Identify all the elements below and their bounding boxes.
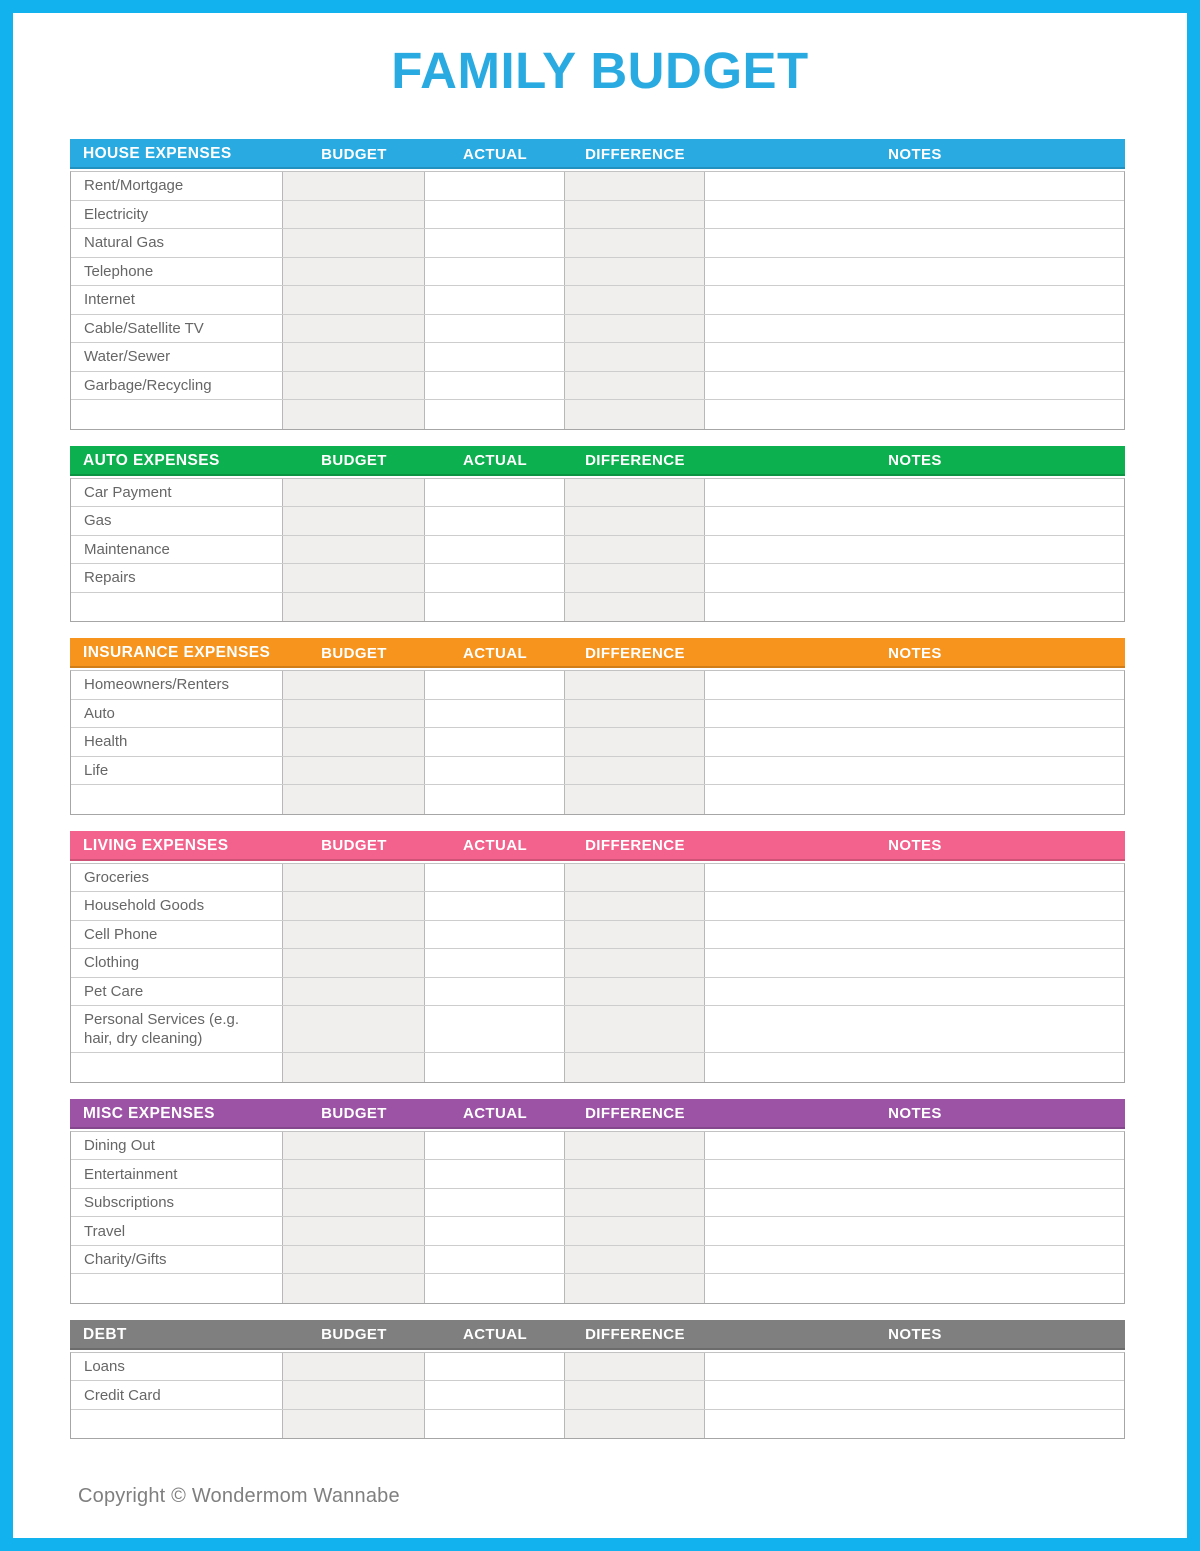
actual-cell[interactable] (425, 201, 565, 229)
budget-cell[interactable] (283, 728, 425, 756)
table-row-repairs (71, 564, 1124, 593)
actual-cell[interactable] (425, 1246, 565, 1274)
difference-cell[interactable] (565, 700, 705, 728)
column-header-actual: ACTUAL (462, 644, 528, 662)
notes-cell[interactable] (705, 892, 1124, 920)
actual-cell[interactable] (425, 1160, 565, 1188)
expense-label: Water/Sewer (71, 343, 283, 371)
section-table-body (70, 863, 1125, 1083)
difference-cell[interactable] (565, 286, 705, 314)
actual-cell[interactable] (425, 1353, 565, 1381)
notes-cell[interactable] (705, 229, 1124, 257)
table-row-clothing (71, 949, 1124, 978)
budget-section-living-expenses (70, 831, 1125, 1083)
expense-label: Entertainment (71, 1160, 283, 1188)
notes-cell[interactable] (705, 315, 1124, 343)
actual-cell[interactable] (425, 343, 565, 371)
budget-cell[interactable] (283, 372, 425, 400)
budget-cell[interactable] (283, 229, 425, 257)
budget-cell[interactable] (283, 892, 425, 920)
notes-cell[interactable] (705, 201, 1124, 229)
difference-cell[interactable] (565, 978, 705, 1006)
table-row-charity-gifts (71, 1246, 1124, 1275)
budget-cell[interactable] (283, 1410, 425, 1439)
expense-label: Life (71, 757, 283, 785)
table-row-entertainment (71, 1160, 1124, 1189)
column-header-notes: NOTES (888, 452, 942, 470)
expense-label: Cell Phone (71, 921, 283, 949)
budget-cell[interactable] (283, 286, 425, 314)
expense-label (71, 400, 283, 429)
difference-cell[interactable] (565, 258, 705, 286)
actual-cell[interactable] (425, 1274, 565, 1303)
expense-label: Telephone (71, 258, 283, 286)
budget-cell[interactable] (283, 258, 425, 286)
budget-section-insurance-expenses (70, 638, 1125, 815)
table-row-travel (71, 1217, 1124, 1246)
table-row-blank (71, 1410, 1124, 1439)
notes-cell[interactable] (705, 593, 1124, 622)
section-header-bar (70, 1320, 1125, 1350)
budget-section-debt (70, 1320, 1125, 1440)
column-header-notes: NOTES (888, 1105, 942, 1123)
table-row-electricity (71, 201, 1124, 230)
column-header-budget: BUDGET (321, 644, 387, 662)
column-header-actual: ACTUAL (462, 837, 528, 855)
expense-label (71, 1410, 283, 1439)
table-row-natural-gas (71, 229, 1124, 258)
actual-cell[interactable] (425, 1132, 565, 1160)
notes-cell[interactable] (705, 757, 1124, 785)
actual-cell[interactable] (425, 892, 565, 920)
notes-cell[interactable] (705, 1410, 1124, 1439)
budget-cell[interactable] (283, 593, 425, 622)
budget-cell[interactable] (283, 949, 425, 977)
actual-cell[interactable] (425, 593, 565, 622)
expense-label: Natural Gas (71, 229, 283, 257)
column-header-difference: DIFFERENCE (585, 1105, 685, 1123)
table-row-life (71, 757, 1124, 786)
notes-cell[interactable] (705, 507, 1124, 535)
expense-label: Auto (71, 700, 283, 728)
table-row-gas (71, 507, 1124, 536)
table-row-blank (71, 400, 1124, 429)
notes-cell[interactable] (705, 1246, 1124, 1274)
notes-cell[interactable] (705, 1274, 1124, 1303)
expense-label: Garbage/Recycling (71, 372, 283, 400)
budget-cell[interactable] (283, 1160, 425, 1188)
budget-cell[interactable] (283, 1189, 425, 1217)
expense-label: Homeowners/Renters (71, 671, 283, 699)
difference-cell[interactable] (565, 1053, 705, 1082)
expense-label (71, 785, 283, 814)
notes-cell[interactable] (705, 564, 1124, 592)
difference-cell[interactable] (565, 864, 705, 892)
difference-cell[interactable] (565, 1217, 705, 1245)
table-row-garbage-recycling (71, 372, 1124, 401)
actual-cell[interactable] (425, 728, 565, 756)
difference-cell[interactable] (565, 201, 705, 229)
column-header-budget: BUDGET (321, 145, 387, 163)
notes-cell[interactable] (705, 978, 1124, 1006)
budget-cell[interactable] (283, 343, 425, 371)
budget-cell[interactable] (283, 921, 425, 949)
table-row-cable-satellite-tv (71, 315, 1124, 344)
budget-cell[interactable] (283, 507, 425, 535)
notes-cell[interactable] (705, 1132, 1124, 1160)
expense-label: Personal Services (e.g. hair, dry cleaning) (71, 1006, 283, 1052)
actual-cell[interactable] (425, 536, 565, 564)
difference-cell[interactable] (565, 785, 705, 814)
column-header-notes: NOTES (888, 644, 942, 662)
actual-cell[interactable] (425, 1381, 565, 1409)
actual-cell[interactable] (425, 229, 565, 257)
section-title: INSURANCE EXPENSES (83, 644, 271, 662)
table-row-auto (71, 700, 1124, 729)
notes-cell[interactable] (705, 1006, 1124, 1052)
actual-cell[interactable] (425, 1189, 565, 1217)
difference-cell[interactable] (565, 921, 705, 949)
expense-label: Clothing (71, 949, 283, 977)
section-title: LIVING EXPENSES (83, 836, 229, 854)
expense-label: Pet Care (71, 978, 283, 1006)
expense-label: Subscriptions (71, 1189, 283, 1217)
budget-cell[interactable] (283, 864, 425, 892)
difference-cell[interactable] (565, 892, 705, 920)
difference-cell[interactable] (565, 1410, 705, 1439)
actual-cell[interactable] (425, 700, 565, 728)
table-row-household-goods (71, 892, 1124, 921)
notes-cell[interactable] (705, 1217, 1124, 1245)
notes-cell[interactable] (705, 172, 1124, 200)
actual-cell[interactable] (425, 172, 565, 200)
notes-cell[interactable] (705, 1353, 1124, 1381)
table-row-blank (71, 1274, 1124, 1303)
budget-cell[interactable] (283, 1381, 425, 1409)
difference-cell[interactable] (565, 1381, 705, 1409)
notes-cell[interactable] (705, 864, 1124, 892)
budget-cell[interactable] (283, 1132, 425, 1160)
notes-cell[interactable] (705, 1053, 1124, 1082)
difference-cell[interactable] (565, 372, 705, 400)
column-header-budget: BUDGET (321, 837, 387, 855)
section-header-bar (70, 446, 1125, 476)
table-row-blank (71, 1053, 1124, 1082)
notes-cell[interactable] (705, 343, 1124, 371)
actual-cell[interactable] (425, 315, 565, 343)
notes-cell[interactable] (705, 400, 1124, 429)
column-header-difference: DIFFERENCE (585, 644, 685, 662)
budget-cell[interactable] (283, 400, 425, 429)
table-row-internet (71, 286, 1124, 315)
budget-cell[interactable] (283, 1006, 425, 1052)
table-row-homeowners-renters (71, 671, 1124, 700)
column-header-budget: BUDGET (321, 1105, 387, 1123)
expense-label: Cable/Satellite TV (71, 315, 283, 343)
table-row-maintenance (71, 536, 1124, 565)
budget-section-auto-expenses (70, 446, 1125, 623)
budget-section-misc-expenses (70, 1099, 1125, 1304)
column-header-notes: NOTES (888, 837, 942, 855)
actual-cell[interactable] (425, 1006, 565, 1052)
section-table-body (70, 1352, 1125, 1440)
actual-cell[interactable] (425, 1217, 565, 1245)
expense-label: Household Goods (71, 892, 283, 920)
expense-label: Maintenance (71, 536, 283, 564)
actual-cell[interactable] (425, 1053, 565, 1082)
column-header-difference: DIFFERENCE (585, 145, 685, 163)
actual-cell[interactable] (425, 1410, 565, 1439)
budget-cell[interactable] (283, 978, 425, 1006)
table-row-car-payment (71, 479, 1124, 508)
actual-cell[interactable] (425, 864, 565, 892)
difference-cell[interactable] (565, 479, 705, 507)
budget-section-house-expenses (70, 139, 1125, 430)
expense-label: Loans (71, 1353, 283, 1381)
table-row-groceries (71, 864, 1124, 893)
difference-cell[interactable] (565, 229, 705, 257)
section-title: MISC EXPENSES (83, 1104, 215, 1122)
notes-cell[interactable] (705, 372, 1124, 400)
expense-label: Health (71, 728, 283, 756)
section-header-bar (70, 139, 1125, 169)
budget-cell[interactable] (283, 785, 425, 814)
budget-cell[interactable] (283, 201, 425, 229)
difference-cell[interactable] (565, 1274, 705, 1303)
budget-cell[interactable] (283, 172, 425, 200)
section-table-body (70, 670, 1125, 815)
notes-cell[interactable] (705, 536, 1124, 564)
difference-cell[interactable] (565, 1189, 705, 1217)
table-row-loans (71, 1353, 1124, 1382)
actual-cell[interactable] (425, 258, 565, 286)
column-header-notes: NOTES (888, 145, 942, 163)
table-row-personal-services-e-g-hair-dry-cleaning (71, 1006, 1124, 1053)
difference-cell[interactable] (565, 1132, 705, 1160)
section-title: AUTO EXPENSES (83, 451, 220, 469)
section-title: HOUSE EXPENSES (83, 145, 232, 163)
table-row-cell-phone (71, 921, 1124, 950)
page-title: FAMILY BUDGET (391, 42, 809, 99)
budget-cell[interactable] (283, 671, 425, 699)
actual-cell[interactable] (425, 785, 565, 814)
copyright-text: Copyright © Wondermom Wannabe (78, 1485, 400, 1508)
table-row-telephone (71, 258, 1124, 287)
section-table-body (70, 1131, 1125, 1304)
column-header-notes: NOTES (888, 1326, 942, 1344)
difference-cell[interactable] (565, 536, 705, 564)
difference-cell[interactable] (565, 593, 705, 622)
expense-label (71, 593, 283, 622)
section-header-bar (70, 1099, 1125, 1129)
budget-cell[interactable] (283, 700, 425, 728)
table-row-water-sewer (71, 343, 1124, 372)
budget-cell[interactable] (283, 1274, 425, 1303)
table-row-rent-mortgage (71, 172, 1124, 201)
section-table-body (70, 171, 1125, 430)
table-row-pet-care (71, 978, 1124, 1007)
actual-cell[interactable] (425, 479, 565, 507)
notes-cell[interactable] (705, 258, 1124, 286)
budget-sections (70, 139, 1125, 1439)
actual-cell[interactable] (425, 949, 565, 977)
expense-label: Internet (71, 286, 283, 314)
actual-cell[interactable] (425, 757, 565, 785)
column-header-difference: DIFFERENCE (585, 452, 685, 470)
section-header-bar (70, 831, 1125, 861)
expense-label: Rent/Mortgage (71, 172, 283, 200)
expense-label: Gas (71, 507, 283, 535)
budget-cell[interactable] (283, 315, 425, 343)
table-row-blank (71, 785, 1124, 814)
column-header-actual: ACTUAL (462, 452, 528, 470)
expense-label: Dining Out (71, 1132, 283, 1160)
difference-cell[interactable] (565, 507, 705, 535)
difference-cell[interactable] (565, 949, 705, 977)
actual-cell[interactable] (425, 671, 565, 699)
column-header-budget: BUDGET (321, 452, 387, 470)
budget-cell[interactable] (283, 564, 425, 592)
expense-label (71, 1274, 283, 1303)
budget-cell[interactable] (283, 479, 425, 507)
expense-label (71, 1053, 283, 1082)
actual-cell[interactable] (425, 564, 565, 592)
expense-label: Credit Card (71, 1381, 283, 1409)
difference-cell[interactable] (565, 1353, 705, 1381)
budget-cell[interactable] (283, 757, 425, 785)
budget-cell[interactable] (283, 1353, 425, 1381)
expense-label: Travel (71, 1217, 283, 1245)
expense-label: Repairs (71, 564, 283, 592)
notes-cell[interactable] (705, 921, 1124, 949)
difference-cell[interactable] (565, 564, 705, 592)
notes-cell[interactable] (705, 785, 1124, 814)
actual-cell[interactable] (425, 372, 565, 400)
actual-cell[interactable] (425, 507, 565, 535)
notes-cell[interactable] (705, 671, 1124, 699)
expense-label: Electricity (71, 201, 283, 229)
actual-cell[interactable] (425, 921, 565, 949)
notes-cell[interactable] (705, 1160, 1124, 1188)
table-row-health (71, 728, 1124, 757)
budget-cell[interactable] (283, 1217, 425, 1245)
difference-cell[interactable] (565, 1006, 705, 1052)
notes-cell[interactable] (705, 286, 1124, 314)
actual-cell[interactable] (425, 978, 565, 1006)
difference-cell[interactable] (565, 757, 705, 785)
budget-cell[interactable] (283, 1246, 425, 1274)
table-row-credit-card (71, 1381, 1124, 1410)
expense-label: Groceries (71, 864, 283, 892)
notes-cell[interactable] (705, 1189, 1124, 1217)
table-row-subscriptions (71, 1189, 1124, 1218)
column-header-difference: DIFFERENCE (585, 1326, 685, 1344)
table-row-dining-out (71, 1132, 1124, 1161)
difference-cell[interactable] (565, 343, 705, 371)
budget-cell[interactable] (283, 536, 425, 564)
notes-cell[interactable] (705, 728, 1124, 756)
notes-cell[interactable] (705, 1381, 1124, 1409)
section-header-bar (70, 638, 1125, 668)
column-header-budget: BUDGET (321, 1326, 387, 1344)
notes-cell[interactable] (705, 949, 1124, 977)
section-title: DEBT (83, 1325, 127, 1343)
column-header-actual: ACTUAL (462, 145, 528, 163)
difference-cell[interactable] (565, 1160, 705, 1188)
budget-cell[interactable] (283, 1053, 425, 1082)
difference-cell[interactable] (565, 1246, 705, 1274)
notes-cell[interactable] (705, 479, 1124, 507)
actual-cell[interactable] (425, 400, 565, 429)
expense-label: Charity/Gifts (71, 1246, 283, 1274)
difference-cell[interactable] (565, 315, 705, 343)
difference-cell[interactable] (565, 728, 705, 756)
column-header-actual: ACTUAL (462, 1105, 528, 1123)
difference-cell[interactable] (565, 172, 705, 200)
difference-cell[interactable] (565, 400, 705, 429)
notes-cell[interactable] (705, 700, 1124, 728)
column-header-difference: DIFFERENCE (585, 837, 685, 855)
difference-cell[interactable] (565, 671, 705, 699)
expense-label: Car Payment (71, 479, 283, 507)
actual-cell[interactable] (425, 286, 565, 314)
table-row-blank (71, 593, 1124, 622)
section-table-body (70, 478, 1125, 623)
column-header-actual: ACTUAL (462, 1326, 528, 1344)
